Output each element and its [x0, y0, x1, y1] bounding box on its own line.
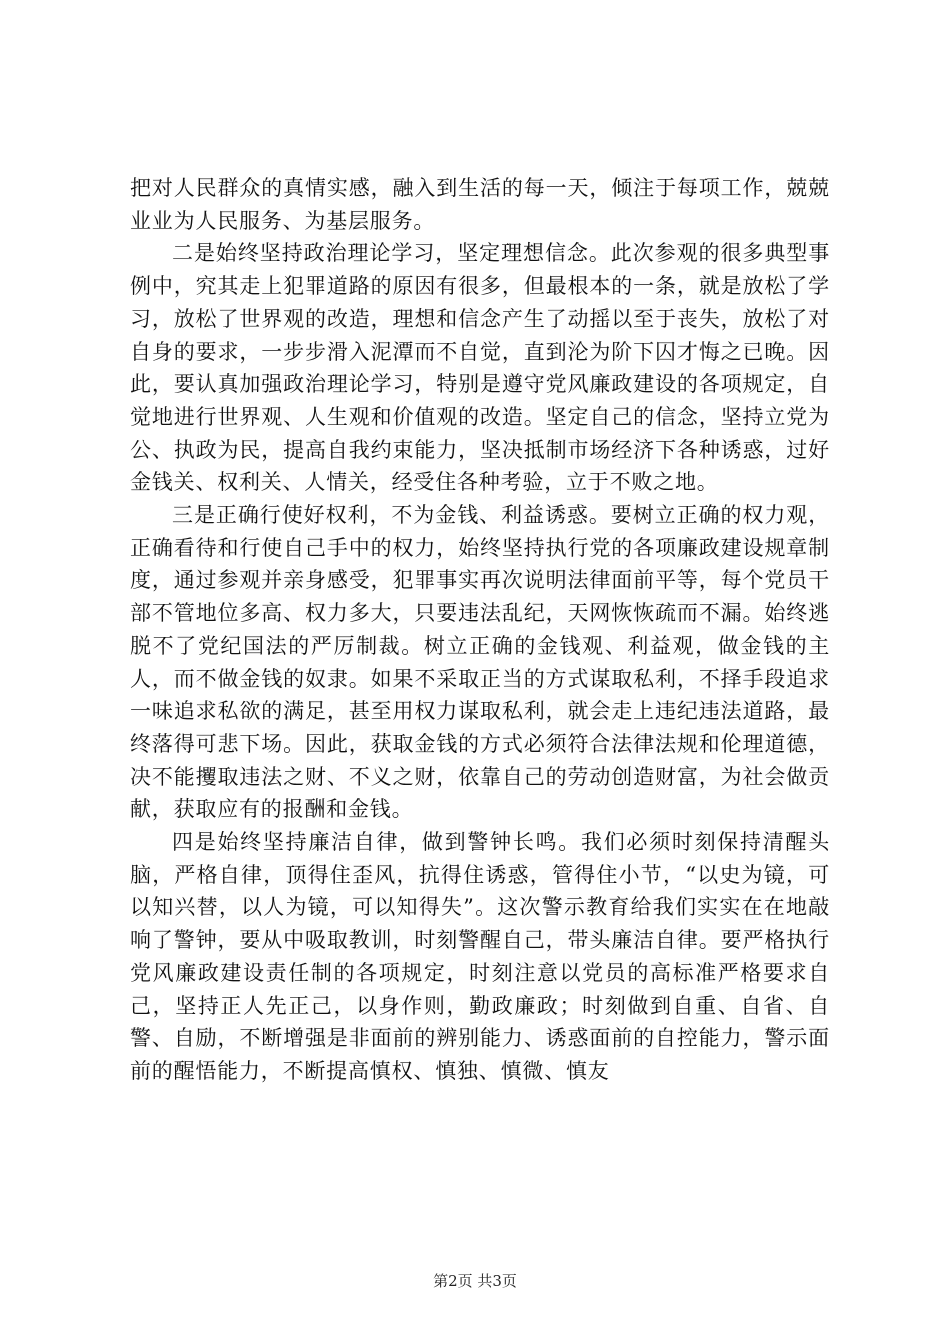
paragraph-point-two: 二是始终坚持政治理论学习，坚定理想信念。此次参观的很多典型事例中，究其走上犯罪道路的原因有很多，但最根本的一条，就是放松了学习，放松了世界观的改造，理想和信念产生了动摇以至于丧失，放松了对自身的要求，一步步滑入泥潭而不自觉，直到沦为阶下囚才悔之已晚。因此，要认真加强政治理论学习，特别是遵守党风廉政建设的各项规定，自觉地进行世界观、人生观和价值观的改造。坚定自己的信念，坚持立党为公、执政为民，提高自我约束能力，坚决抵制市场经济下各种诱惑，过好金钱关、权利关、人情关，经受住各种考验，立于不败之地。 — [130, 241, 830, 495]
paragraph-point-four: 四是始终坚持廉洁自律，做到警钟长鸣。我们必须时刻保持清醒头脑，严格自律，顶得住歪风，抗得住诱惑，管得住小节，“以史为镜，可以知兴替，以人为镜，可以知得失”。这次警示教育给我们实实在在地敲响了警钟，要从中吸取教训，时刻警醒自己，带头廉洁自律。要严格执行党风廉政建设责任制的各项规定，时刻注意以党员的高标准严格要求自己，坚持正人先正己，以身作则，勤政廉政；时刻做到自重、自省、自警、自励，不断增强是非面前的辨别能力、诱惑面前的自控能力，警示面前的醒悟能力，不断提高慎权、慎独、慎微、慎友 — [130, 830, 830, 1083]
paragraph-continuation: 把对人民群众的真情实感，融入到生活的每一天，倾注于每项工作，兢兢业业为人民服务、为基层服务。 — [130, 176, 830, 233]
paragraph-point-three: 三是正确行使好权利，不为金钱、利益诱惑。要树立正确的权力观，正确看待和行使自己手中的权力，始终坚持执行党的各项廉政建设规章制度，通过参观并亲身感受，犯罪事实再次说明法律面前平等，每个党员干部不管地位多高、权力多大，只要违法乱纪，天网恢恢疏而不漏。始终逃脱不了党纪国法的严厉制裁。树立正确的金钱观、利益观，做金钱的主人，而不做金钱的奴隶。如果不采取正当的方式谋取私利，不择手段追求一味追求私欲的满足，甚至用权力谋取私利，就会走上违纪违法道路，最终落得可悲下场。因此，获取金钱的方式必须符合法律法规和伦理道德，决不能攫取违法之财、不义之财，依靠自己的劳动创造财富，为社会做贡献，获取应有的报酬和金钱。 — [130, 503, 830, 822]
page-footer: 第2页 共3页 — [433, 1272, 517, 1290]
document-body — [130, 172, 830, 1088]
